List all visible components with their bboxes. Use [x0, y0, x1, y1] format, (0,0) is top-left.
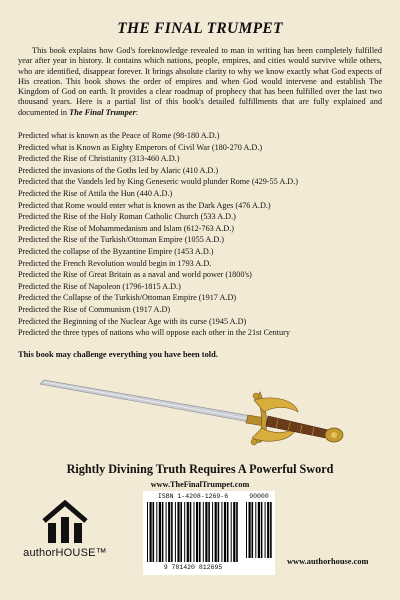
barcode-bar	[190, 502, 192, 562]
list-item: Predicted the French Revolution would begin in 1793 A.D.	[18, 258, 212, 268]
barcode-bar	[180, 502, 182, 562]
barcode-bar	[187, 502, 189, 562]
book-title: THE FINAL TRUMPET	[117, 20, 283, 37]
barcode-bar	[159, 502, 161, 562]
tagline: Rightly Divining Truth Requires A Powerful Sword	[66, 462, 334, 476]
list-item: Predicted the invasions of the Goths led by Alaric (410 A.D.)	[18, 165, 219, 175]
list-item: Predicted the Beginning of the Nuclear Age with its curse (1945 A.D)	[18, 316, 247, 326]
list-item: Predicted what is Known as Eighty Emperors of Civil War (180-270 A.D.)	[18, 142, 263, 152]
barcode-bar	[177, 502, 179, 562]
barcode-bar	[208, 502, 210, 562]
challenge-statement: This book may challenge everything you have been told.	[18, 350, 218, 359]
list-item: Predicted the Rise of Great Britain as a naval and world power (1800's)	[18, 270, 252, 280]
book-website[interactable]: www.TheFinalTrumpet.com	[150, 480, 250, 489]
list-item: Predicted the Rise of Communism (1917 A.D)	[18, 304, 171, 314]
list-item: Predicted the Rise of the Holy Roman Catholic Church (533 A.D.)	[18, 212, 236, 222]
barcode-bar	[212, 502, 213, 562]
barcode-bar	[221, 502, 222, 562]
barcode-bar	[236, 502, 238, 562]
barcode-bar	[156, 502, 157, 562]
price-barcode	[246, 502, 272, 558]
list-item: Predicted the Rise of Napoleon (1796-1815 A.D.)	[18, 281, 181, 291]
barcode-bar	[246, 502, 247, 558]
barcode-bar	[231, 502, 232, 562]
barcode-bar	[227, 502, 229, 562]
publisher-name: authorHOUSE™	[23, 547, 107, 559]
list-item: Predicted that Rome would enter what is known as the Dark Ages (476 A.D.)	[18, 200, 271, 210]
list-item: Predicted the three types of nations who will oppose each other in the 21st Century	[18, 328, 290, 338]
barcode-bar	[184, 502, 185, 562]
barcode-bar	[252, 502, 254, 558]
barcode-bar	[194, 502, 195, 562]
list-item: Predicted the Rise of Mohammedanism and Islam (612-763 A.D.)	[18, 223, 235, 233]
barcode-bar	[233, 502, 235, 562]
isbn-label: ISBN 1-4208-1269-6	[157, 493, 229, 500]
barcode-bar	[150, 502, 152, 562]
intro-paragraph	[18, 46, 382, 118]
list-item: Predicted what is known as the Peace of Rome (98-180 A.D.)	[18, 131, 220, 140]
intro-body: This book explains how God's foreknowledge revealed to man in writing has been completely fulfilled year after year in history. It contains which nations, people, empires, and cities would survive while others, who are identified, disappear forever. It brings absolute clarity to why we know exactly what God expects of His creation. This book shows the order of empires and when God would intervene and establish The Kingdom of God on earth. It provides a clear roadmap of prophecy that has been fulfilled over the last two thousand years. Here is a partial list of this book's detailed fulfillments that are fully explained and documented in	[18, 46, 382, 117]
list-item: Predicted the Rise of the Turkish/Ottoman Empire (1055 A.D.)	[18, 235, 225, 245]
sword-illustration	[38, 372, 368, 452]
list-item: Predicted the Rise of Attila the Hun (440 A.D.)	[18, 188, 173, 198]
barcode-bar	[261, 502, 263, 558]
list-item: Predicted that the Vandels led by King Geneseric would plunder Rome (429-55 A.D.)	[18, 177, 298, 187]
barcode-bar	[203, 502, 204, 562]
authorhouse-logo	[20, 497, 110, 569]
barcode-bar	[215, 502, 217, 562]
barcode-bar	[199, 502, 201, 562]
barcode-bar	[166, 502, 167, 562]
barcode-bar	[153, 502, 155, 562]
barcode-bar	[265, 502, 266, 558]
barcode-bar	[218, 502, 220, 562]
barcode-bar	[205, 502, 207, 562]
predictions-list	[18, 130, 388, 339]
price-digits: 90000	[249, 493, 269, 500]
barcode-digits: 9 781420 812695	[163, 564, 223, 571]
barcode-bar	[175, 502, 176, 562]
barcode-bar	[267, 502, 269, 558]
barcode-bar	[171, 502, 173, 562]
barcode-bar	[162, 502, 164, 562]
barcode-block	[143, 491, 275, 575]
barcode-bar	[168, 502, 170, 562]
intro-book-ref: The Final Trumper	[69, 107, 136, 117]
barcode-bar	[258, 502, 260, 558]
barcode-bar	[196, 502, 198, 562]
barcode-bar	[255, 502, 256, 558]
isbn-barcode	[147, 502, 239, 562]
list-item: Predicted the collapse of the Byzantine Empire (1453 A.D.)	[18, 246, 214, 256]
barcode-bar	[249, 502, 251, 558]
intro-end: :	[135, 107, 139, 117]
barcode-bar	[147, 502, 148, 562]
list-item: Predicted the Rise of Christianity (313-460 A.D.)	[18, 154, 180, 164]
barcode-bar	[270, 502, 272, 558]
list-item: Predicted the Collapse of the Turkish/Ottoman Empire (1917 A.D)	[18, 293, 237, 303]
publisher-website[interactable]: www.authorhouse.com	[287, 557, 369, 566]
authorhouse-logo-icon	[36, 497, 94, 545]
barcode-bar	[224, 502, 226, 562]
